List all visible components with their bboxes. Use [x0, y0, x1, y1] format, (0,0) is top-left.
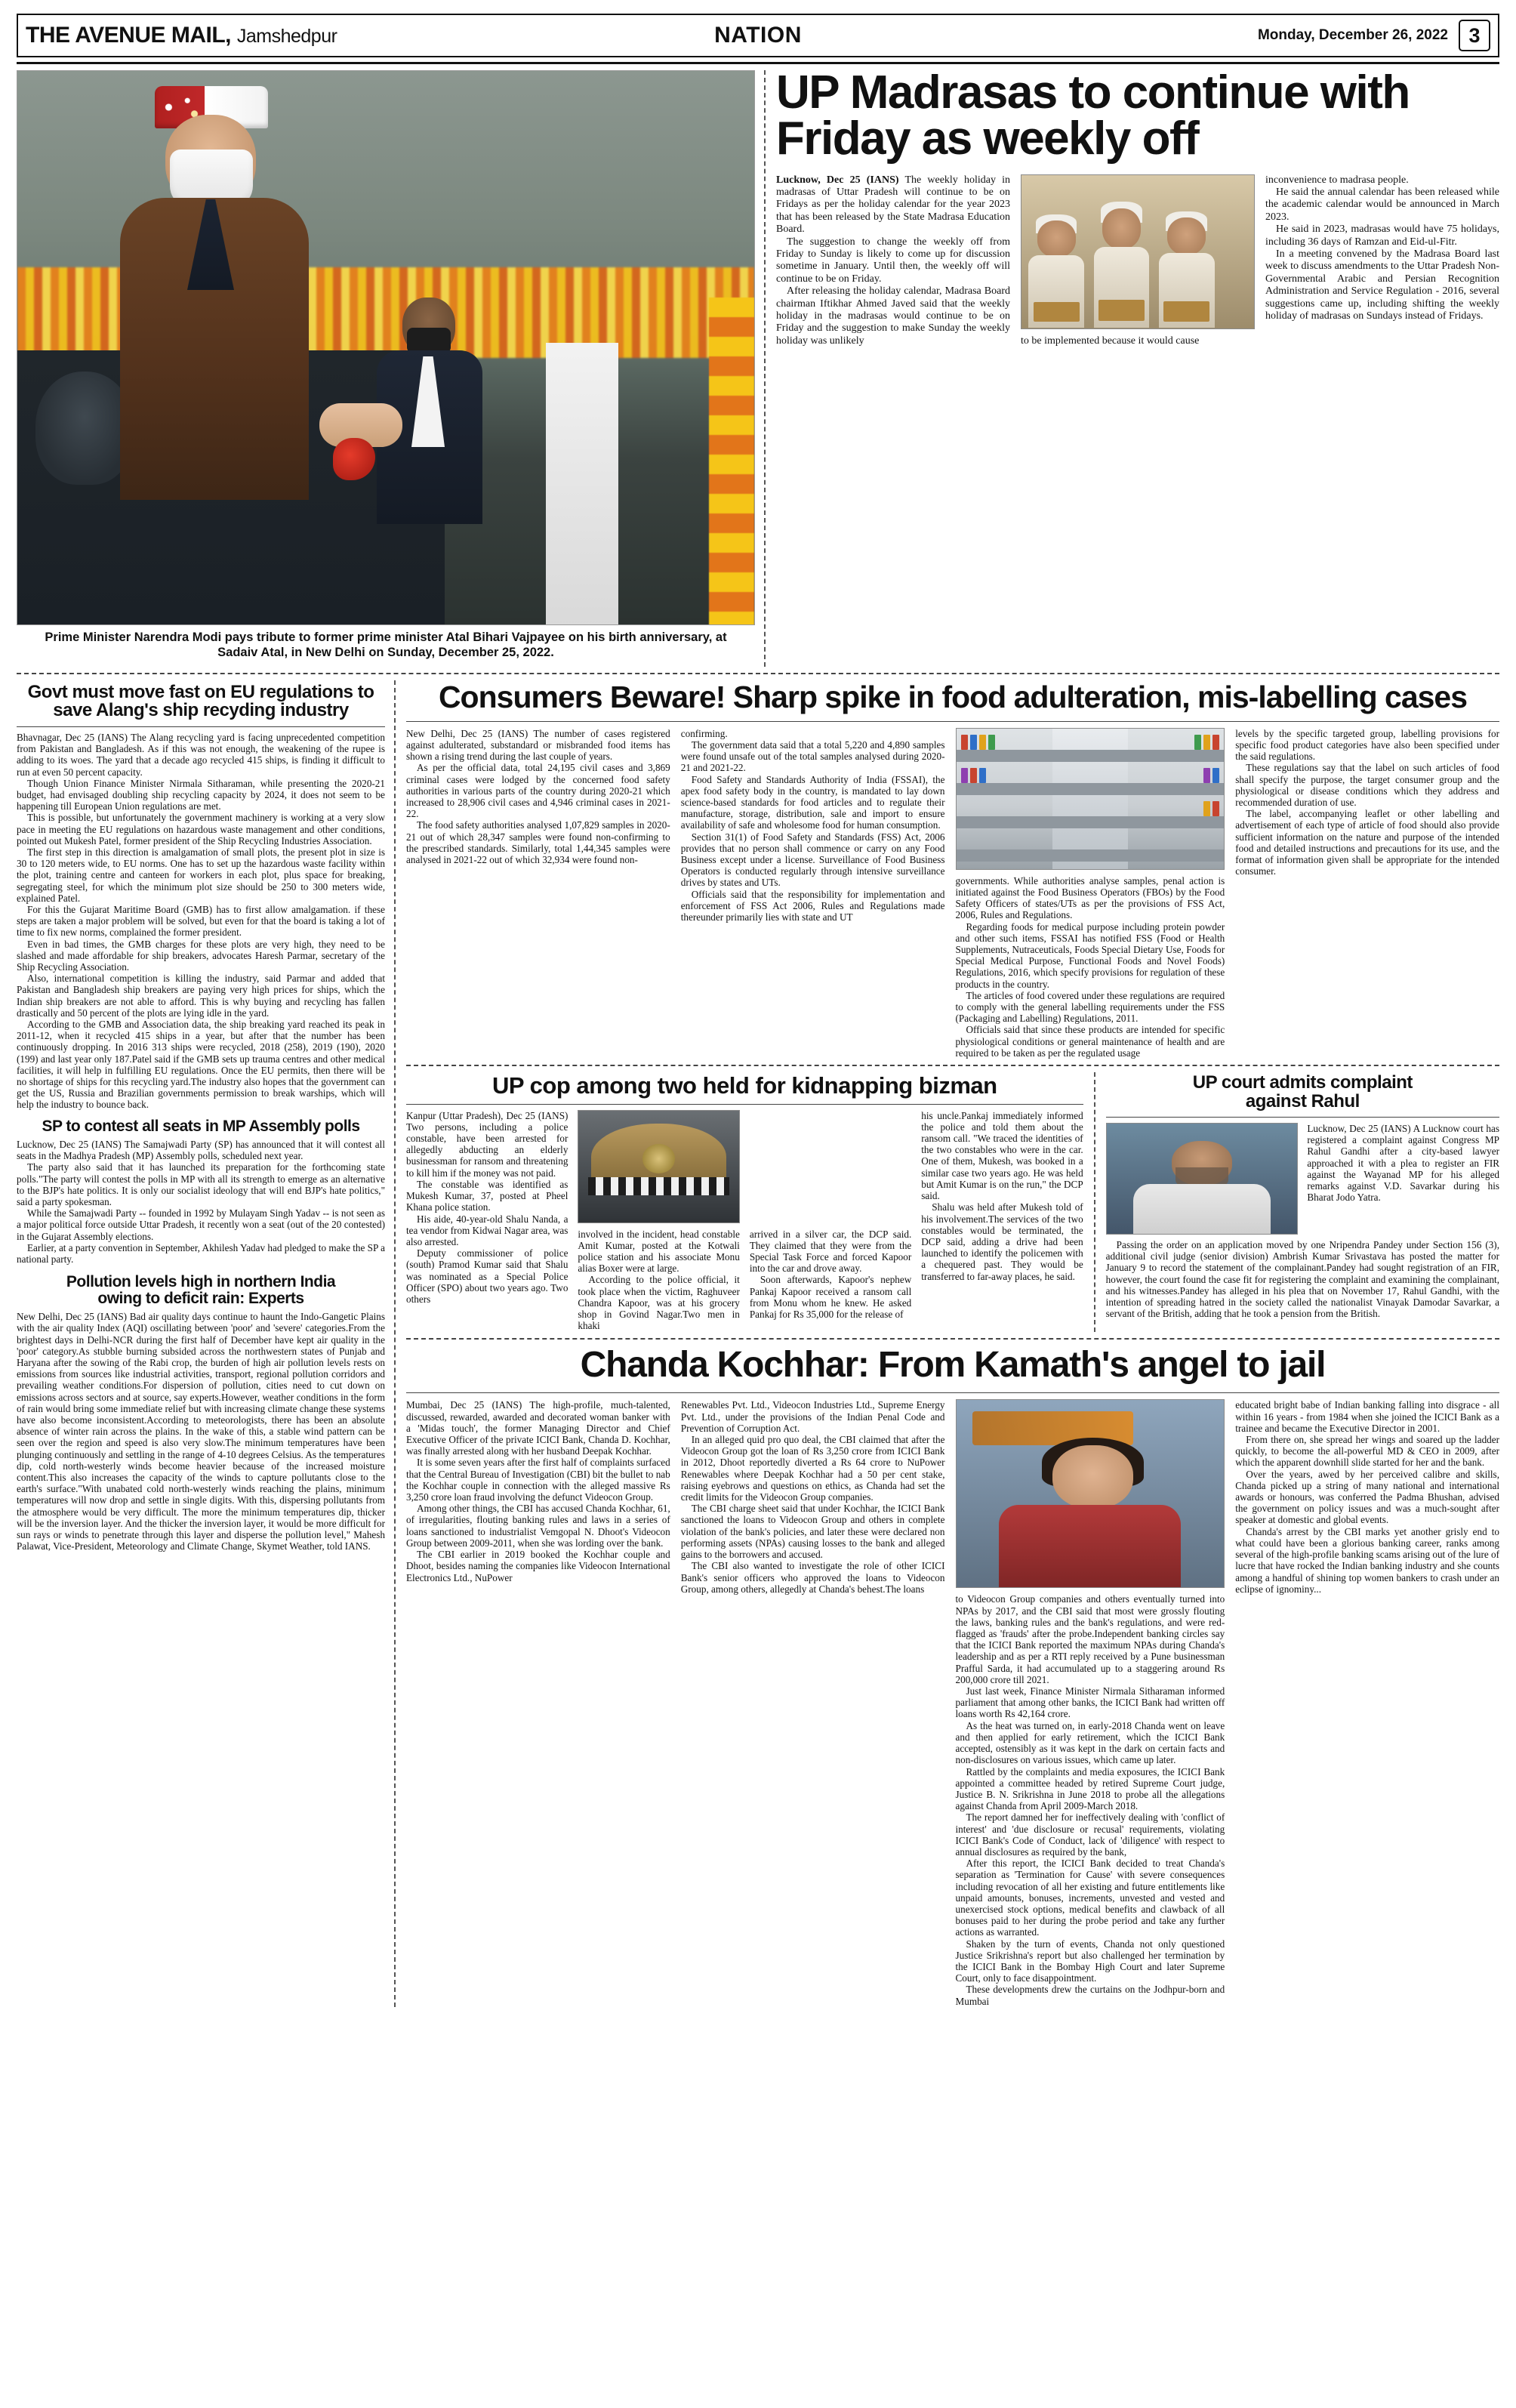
koch-c4-p3: Over the years, awed by her perceived calibre and skills, Chanda picked up a string of many national and international awards or honours, was conferred the Padma Bhushan, advised the government on policy issues and was a much-sought after speaker at domestic and global events.: [1235, 1468, 1499, 1526]
masthead-right: [1258, 20, 1490, 51]
alang-p8: According to the GMB and Association data, the ship breaking yard reached its peak in 2011-12, when it recycled 415 ships in a year, but after that the number has been continuously dropping. In 2016 313 ships were recycled, 2018 (258), 2019 (190), 2020 (199) and last year only 187.Patel said if the GMB sets up trauma centres and other medical facilities, it will help in fulfilling EU regulations. Once the EU permits, then there will be no shortage of ships for this recycling yard.The industry also hopes that the government can get the US, Russia and Brazilian governments permission to break warships, which will help the industry to bounce back.: [17, 1019, 385, 1111]
top-section: [17, 66, 1499, 667]
alang-headline: [17, 680, 385, 726]
masthead-rule: [17, 62, 1499, 64]
alang-body: [17, 732, 385, 1111]
consumers-c1-p3: The food safety authorities analysed 1,07,829 samples in 2020-21 out of which 28,347 samples were found non-confirming to the prescribed standards. Similarly, total 1,44,345 samples were analysed in 2021-22 out of which 32,934 were found non-: [406, 819, 670, 866]
kidnap-c1-p4: Deputy commissioner of police (south) Pramod Kumar said that Shalu was nominated as a Special Police Officer (SPO) about two years ago. Two others: [406, 1247, 568, 1305]
koch-c2-p2: In an alleged quid pro quo deal, the CBI claimed that after the Videocon Group got the loan of Rs 3,250 crore from ICICI Bank in 2012, Dhoot reportedly diverted a Rs 64 crore to NuPower Renewables where Deepak Kochhar had a 50 per cent stake, raising eyebrows and questions on ethics, as Chanda had set the credit limits for the Videocon Group companies.: [680, 1434, 945, 1503]
divider-after-top: [17, 673, 1499, 674]
alang-p6: Even in bad times, the GMB charges for these plots are very high, they need to be slashed and made affordable for ship breakers, advocates Haresh Parmar, secretary of the Ship Recycling Association.: [17, 938, 385, 973]
middle-section: [17, 680, 1499, 2007]
koch-c3-p8: These developments drew the curtains on the Jodhpur-born and Mumbai: [955, 1984, 1225, 2007]
koch-c3-p1: to Videocon Group companies and others eventually turned into NPAs by 2017, and the CBI said that most were grossly flouting the laws, banking rules and the bank's regulations, and were red-flagged as 'frauds' after the probe.Independent banking circles say that the ICICI Bank reported the maximum NPAs during Chanda's leadership and as per a RTI reply received by a Pune businessman Prafful Sarda, it had accumulated up to a staggering around Rs 200,000 crore till 2021.: [955, 1593, 1225, 1685]
koch-c3-p5: The report damned her for ineffectively dealing with 'conflict of interest' and 'due disclosure or recusal' requirements, violating ICICI Bank's Code of Conduct, lack of 'diligence' with respect to annual disclosures as required by the bank,: [955, 1811, 1225, 1858]
kidnap-c1-p1: Kanpur (Uttar Pradesh), Dec 25 (IANS) Two persons, including a police constable, have been arrested for allegedly abducting an elderly businessman for ransom and threatening to kill him if the money was not paid.: [406, 1109, 568, 1179]
mp-p2: The party also said that it has launched its preparation for the forthcoming state polls."The party will contest the polls in MP with all its strength to emerge as an alternative to the BJP's hate politics. It is only our socialist ideology that will end BJP's hate politics," said a party spokesman.: [17, 1161, 385, 1208]
left-column: [17, 680, 394, 2007]
kidnap-c1-p2: The constable was identified as Mukesh Kumar, 37, posted at Pheel Khana police station.: [406, 1178, 568, 1213]
consumers-headline: Consumers Beware! Sharp spike in food adulteration, mis-labelling cases: [438, 680, 1468, 714]
consumers-col-3: [956, 728, 1225, 1059]
kidnap-c2-p1: involved in the incident, head constable Amit Kumar, posted at the Kotwali police station and his associate Monu alias Boxer were at large.: [578, 1228, 740, 1275]
pollution-headline-line2: owing to deficit rain: Experts: [97, 1289, 304, 1307]
koch-c2-p3: The CBI charge sheet said that under Kochhar, the ICICI Bank sanctioned the loans to Videocon Group and others in complete violation of the bank's policies, and later these were declared non performing assets (NPAs) causing losses to the bank and alleged gains to the borrowers and accused.: [680, 1503, 945, 1561]
koch-c3-p2: Just last week, Finance Minister Nirmala Sitharaman informed parliament that among other banks, the ICICI Bank had written off loans worth Rs 42,164 crore.: [955, 1685, 1225, 1720]
lead-col3-p4: In a meeting convened by the Madrasa Board last week to discuss amendments to the Uttar Pradesh Non-Governmental Arabic and Persian Recognition Administration and Service Regulation - 2016, several suggestions came up, including shifting the weekly holiday of madrasas on Sundays instead of Fridays.: [1265, 248, 1499, 322]
rahul-p1: Lucknow, Dec 25 (IANS) A Lucknow court has registered a complaint against Congress MP Rahul Gandhi after a city-based lawyer approached it with a plea to register an FIR against the Wayanad MP for his alleged remarks against V.D. Savarkar during his Bharat Jodo Yatra.: [1307, 1123, 1500, 1204]
kochhar-col-3: [956, 1399, 1225, 2006]
consumers-c2-p3: Food Safety and Standards Authority of India (FSSAI), the apex food safety body in the country, is mandated to lay down science-based standards for food articles and to regulate their manufacture, storage, distribution, sale and import to ensure availability of safe and wholesome food for human consumption.: [680, 773, 945, 831]
consumers-col-2: [681, 728, 945, 1059]
kidnap-c2-p2: According to the police official, it took place when the victim, Raghuveer Chandra Kapoor, was at his grocery shop in Govind Nagar.Two men in khaki: [578, 1274, 740, 1332]
mp-body: [17, 1139, 385, 1265]
lead-photo-block: [17, 70, 755, 667]
kidnapping-col-4: [921, 1110, 1083, 1332]
mp-p1: Lucknow, Dec 25 (IANS) The Samajwadi Party (SP) has announced that it will contest all seats in the Madhya Pradesh (MP) Assembly polls, scheduled next year.: [17, 1139, 385, 1162]
alang-p7: Also, international competition is killing the industry, said Parmar and added that Pakistan and Bangladesh ship breakers are paying very high prices for ships, which the Indian ship breakers are not able to afford. This is why buying and recycling has fallen drastically and 50 percent of the plots are lying idle in the yard.: [17, 973, 385, 1019]
rahul-headline: [1106, 1072, 1499, 1117]
consumers-c2-p1: confirming.: [680, 727, 728, 739]
lead-photo-caption: Prime Minister Narendra Modi pays tribute to former prime minister Atal Bihari Vajpayee on his birth anniversary, at Sadaiv Atal, in New Delhi on Sunday, December 25, 2022.: [45, 631, 727, 659]
consumers-c2-p4: Section 31(1) of Food Safety and Standards (FSS) Act, 2006 provides that no person shall commence or carry on any Food Business except under a license. Surveillance of Food Business Operators is conducted regularly through intensive surveillance drives by states and UTs.: [680, 831, 945, 889]
kochhar-story: [406, 1346, 1499, 2007]
newspaper-title: THE AVENUE MAIL,: [26, 23, 232, 48]
koch-c3-p6: After this report, the ICICI Bank decided to treat Chanda's separation as 'Termination for Cause' with severe consequences including revocation of all her existing and future entitlements like unpaid amounts, bonuses, increments, unvested and vested and unexercised stock options, medical benefits and clawback of all bonuses paid to her during the probe period and take any further actions as warranted.: [955, 1858, 1225, 1938]
rahul-p2: Passing the order on an application moved by one Nripendra Pandey under Section 156 (3), additional civil judge (senior division) Ambrish Kumar Srivastava has posted the matter for January 9 to record the statement of the complainant.Pandey had sought registration of an FIR, however, the court found the case fit for registering the complaint and examining the complainant, and his witnesses.Pandey has alleged in his plea that on November 17, Rahul Gandhi, with the intention of spreading hatred in the society called the nationalist Vinayak Damodar Savarkar, a servant of the British, adding that he took a pension from the British.: [1105, 1239, 1499, 1320]
lead-col3-p3: He said in 2023, madrasas would have 75 holidays, including 36 days of Ramzan and Eid-ul-Fitr.: [1265, 224, 1499, 248]
rahul-headline-line2: against Rahul: [1245, 1090, 1360, 1112]
kidnapping-col-3: [750, 1110, 911, 1332]
koch-c1-p2: It is some seven years after the first half of complaints surfaced that the Central Bureau of Investigation (CBI) bit the bullet to nab the Kochhar couple in connection with the alleged massive Rs 3,250 crore loan fraud involving the defunct Videocon Group.: [406, 1457, 670, 1503]
koch-c1-p4: The CBI earlier in 2019 booked the Kochhar couple and Dhoot, besides naming the companies like Videocon International Electronics Ltd., NuPower: [406, 1549, 670, 1583]
koch-c2-p4: The CBI also wanted to investigate the role of other ICICI Bank's senior officers who approved the loans to Videocon Group, among others, allegedly at Chanda's behest.The loans: [680, 1560, 945, 1595]
lead-col2-p1: to be implemented because it would cause: [1021, 335, 1200, 347]
alang-p4: The first step in this direction is amalgamation of small plots, the present plot in size is 30 to 120 meters wide, to EU norms. One has to set up the hazardous waste facility within the plot, training centre and canteen for workers in each plot, plus space for breaking, segregating steel, for which the minimum plot size should be 250 to 300 meters wide, explained Patel.: [17, 846, 385, 904]
section-title: NATION: [714, 23, 802, 48]
pollution-p1: New Delhi, Dec 25 (IANS) Bad air quality days continue to haunt the Indo-Gangetic Plains with the air quality Index (AQI) oscillating between 'poor' and 'severe' categories.From the brightest days in Delhi-NCR during the first half of December have kept air quality in the 'poor' category.As stubble burning subsided across the northwestern states of Punjab and Haryana after the sowing of the Rabi crop, the burden of high air pollution levels rests on emissions from sources like industrial activities, transport, regional pollution corridors and prevailing weather conditions.For dispersion of pollution, cities need to cut down on emissions across sectors and at source, say experts.However, weather conditions in the form of rain would bring some immediate relief but with increasing climate change these systems have also become inconsistent.According to meteorologists, there has been an absolute absence of winter rain across the plains. In the wake of this, a stable wind pattern can be seen over the region and speed is also very slow.The minimum temperatures have been plunging continuously and settling in the range of 4-10 degrees Celsius. As the temperatures dip, cold north-westerly winds become heavier because of the increased moisture content.This also increases the capacity of the winds to capture pollutants close to the earth's surface."With unabated cold north-westerly winds reaching the plains, minimum temperatures will now drop and settle in single digits. With this, dispersing pollutants from the atmosphere would be very difficult. The more the minimum temperatures dip, thicker will be the inversion layer. And the thicker the inversion layer, it would be more difficult for sun rays or winds to penetrate through this layer and disperse the pollution level," Mahesh Palawat, Vice-President, Meteorology and Climate Change, Skymet Weather, told IANS.: [17, 1311, 385, 1552]
lead-col-1: Lucknow, Dec 25 (IANS) The weekly holiday in madrasas of Uttar Pradesh will continue to be on Fridays as per the holiday calendar for the year 2023 that has been released by the State Madrasa Education Board. The suggestion to change the weekly off from Friday to Sunday is likely to come up for discussion sometime in January. Until then, the weekly off will continue to be on Friday. After releasing the holiday calendar, Madrasa Board chairman Iftikhar Ahmed Javed said that the weekly holiday in the madrasas would continue to be on Friday and the suggestion to make Sunday the weekly holiday was unlikely: [776, 174, 1010, 347]
consumers-c1-p1: New Delhi, Dec 25 (IANS) The number of cases registered against adulterated, substandard or misbranded food items has shown a rising trend during the last couple of years.: [406, 727, 670, 763]
kidnap-c4-p2: Shalu was held after Mukesh told of his involvement.The services of the two constables would be terminated, the DCP said, adding a drive had been launched to identify the policemen with a chequered past. They would be transferred to far-away places, he said.: [921, 1201, 1083, 1282]
kochhar-photo: [956, 1399, 1225, 1588]
madrasa-photo: [1021, 174, 1255, 329]
rahul-text-col: [1307, 1123, 1499, 1235]
supermarket-photo: [956, 728, 1225, 870]
consumers-c3-p3: The articles of food covered under these regulations are required to comply with the general labelling requirements under the FSS (Packaging and Labelling) Regulations, 2011.: [955, 989, 1225, 1025]
publication-date: Monday, December 26, 2022: [1257, 27, 1448, 43]
lead-story: [764, 66, 1499, 667]
mp-p4: Earlier, at a party convention in September, Akhilesh Yadav had pledged to make the SP a national party.: [17, 1241, 385, 1266]
kidnap-c1-p3: His aide, 40-year-old Shalu Nanda, a tea vendor from Kidwai Nagar area, was also arrested.: [406, 1213, 568, 1247]
koch-c2-p1: Renewables Pvt. Ltd., Videocon Industries Ltd., Supreme Energy Pvt. Ltd., under the provisions of the Indian Penal Code and Prevention of Corruption Act.: [680, 1399, 945, 1434]
kidnap-c3-p1: arrived in a silver car, the DCP said. They claimed that they were from the Special Task Force and forced Kapoor into the car and drove away.: [749, 1228, 912, 1275]
consumers-col-1: [406, 728, 670, 1059]
consumers-story: [406, 680, 1499, 1059]
lead-col-2: [1021, 174, 1255, 348]
lead-photo: [17, 70, 755, 625]
consumers-c3-p2: Regarding foods for medical purpose including protein powder and other such items, FSSAI has notified FSS (Food or Health Supplements, Nutraceuticals, Foods Special Dietary Use, Foods for Special Medical Purpose, Functional Foods and Novel Foods) Regulations, 2016, which specify provisions for regulation of these products in the country.: [955, 920, 1225, 990]
kidnap-c3-p2: Soon afterwards, Kapoor's nephew Pankaj Kapoor received a ransom call from Monu whom he knew. He asked Pankaj for Rs 35,000 for the release of: [749, 1274, 912, 1321]
consumers-c1-p2: As per the official data, total 24,195 civil cases and 3,869 criminal cases were lodged by the concerned food safety authorities in various parts of the country during 2020-21 which increased to 28,906 civil cases and 4,946 criminal cases in 2021-22.: [406, 762, 670, 820]
kidnapping-col-1: [406, 1110, 568, 1332]
police-cap-photo: [578, 1110, 739, 1223]
consumers-c4-p1: levels by the specific targeted group, labelling provisions for specific food product categories have also been specified under the said regulations.: [1235, 727, 1499, 763]
koch-c4-p1: educated bright babe of Indian banking falling into disgrace - all within 16 years - from 1984 when she joined the ICICI Bank as a trainee and became the Executive Director in 2001.: [1235, 1399, 1499, 1434]
alang-headline-line2: save Alang's ship recyding industry: [53, 700, 349, 721]
rahul-photo-col: [1106, 1123, 1299, 1235]
rahul-story: [1094, 1072, 1499, 1331]
pollution-headline: [17, 1265, 385, 1311]
masthead: [17, 14, 1499, 57]
alang-p1: Bhavnagar, Dec 25 (IANS) The Alang recycling yard is facing unprecedented competition from Pakistan and Bangladesh. As if this was not enough, the weakening of the rupee is adding to its woes. The yard that a decade ago recycled 415 ships, is finding it difficult to run at even 50 percent capacity.: [17, 731, 385, 778]
consumers-c2-p2: The government data said that a total 5,220 and 4,890 samples were found unsafe out of the total samples analysed during 2020-21 and 2021-22.: [680, 739, 945, 774]
rahul-headline-line1: UP court admits complaint: [1192, 1072, 1413, 1093]
koch-c4-p4: Chanda's arrest by the CBI marks yet another grisly end to what could have been a glorious banking career, ranks among several of the high-profile banking scams arising out of the lure of lucre that have rocked the Indian banking industry and she counts among a handful of shining top women bankers to crash under an eclipse of ignominy...: [1235, 1525, 1499, 1595]
masthead-city: Jamshedpur: [236, 26, 337, 47]
divider-after-kidnapping: [406, 1338, 1499, 1340]
kidnap-c4-p1: his uncle.Pankaj immediately informed the police and told them about the ransom call. "We traced the identities of the two constables who were in the car. One of them, Mukesh, was booked in a similar case two years ago. He was held but Amit Kumar is on the run," the DCP said.: [921, 1109, 1083, 1202]
lead-headline: UP Madrasas to continue with Friday as weekly off: [776, 66, 1410, 165]
alang-p2: Though Union Finance Minister Nirmala Sitharaman, while presenting the 2020-21 budget, had envisaged doubling ship recycling capacity by 2024, it does not seem to be happening till European Union regulations are met.: [17, 777, 385, 812]
consumers-c4-p2: These regulations say that the label on such articles of food shall specify the purpose, the target consumer group and the physiological or disease conditions which they address and recommended duration of use.: [1235, 762, 1499, 809]
rahul-photo: [1106, 1123, 1299, 1235]
consumers-c3-p4: Officials said that since these products are intended for specific physiological conditions or general maintenance of health and are required to be taken as per the regulated usage: [955, 1024, 1225, 1059]
divider-after-consumers: [406, 1065, 1499, 1066]
koch-c1-p3: Among other things, the CBI has accused Chanda Kochhar, 61, of irregularities, flouting banking rules and laws in a series of loans sanctioned to industrialist Vemgopal N. Dhoot's Videocon Group between 2009-2011, when she was lording over the bank.: [406, 1503, 670, 1549]
lead-col3-p1: inconvenience to madrasa people.: [1265, 174, 1409, 186]
kochhar-headline: Chanda Kochhar: From Kamath's angel to jail: [580, 1344, 1326, 1385]
alang-headline-line1: Govt must move fast on EU regulations to: [27, 682, 374, 702]
kochhar-col-2: [681, 1399, 945, 2006]
alang-p3: This is possible, but unfortunately the government machinery is working at a very slow pace in meeting the EU regulations on hazardous waste management and other conditions, pointed out Mukesh Patel, former president of the Ship Recycling Industries Association.: [17, 812, 385, 846]
mp-p3: While the Samajwadi Party -- founded in 1992 by Mulayam Singh Yadav -- is not seen as a major political force outside Uttar Pradesh, it recently won a seat (out of the 20 contested) in the Gujarat Assembly elections.: [17, 1207, 385, 1242]
kochhar-col-4: [1235, 1399, 1499, 2006]
pollution-body: [17, 1311, 385, 1552]
consumers-col-4: [1235, 728, 1499, 1059]
koch-c3-p3: As the heat was turned on, in early-2018 Chanda went on leave and then applied for early retirement, which the ICICI Bank accepted, ostensibly as it was kept in the dark on certain facts and non-disclosures on various issues, which came up later.: [955, 1719, 1225, 1766]
alang-p5: For this the Gujarat Maritime Board (GMB) has to first allow amalgamation. if these steps are taken a major problem will be solved, but even for that the board is taking a lot of time to fix new norms, complained the former president.: [17, 903, 385, 939]
kidnapping-headline: UP cop among two held for kidnapping bizman: [492, 1072, 997, 1099]
mp-headline: SP to contest all seats in MP Assembly polls: [42, 1117, 360, 1135]
kidnapping-story: [406, 1072, 1094, 1331]
consumers-c3-p1: governments. While authorities analyse samples, penal action is initiated against the Food Business Operators (FBOs) by the Food Safety Officers of states/UTs as per the provisions of FSS Act, 2006, Rules and Regulations.: [955, 874, 1225, 921]
consumers-c2-p5: Officials said that the responsibility for implementation and enforcement of FSS Act 2006, Rules and Regulations made thereunder primarily lies with state and UT: [680, 888, 945, 923]
kochhar-col-1: [406, 1399, 670, 2006]
pollution-headline-line1: Pollution levels high in northern India: [66, 1273, 336, 1291]
koch-c1-p1: Mumbai, Dec 25 (IANS) The high-profile, much-talented, discussed, rewarded, awarded and decorated woman banker with a 'Midas touch', the former Managing Director and Chief Executive Officer of the private ICICI Bank, Chanda D. Kochhar, was finally arrested along with her husband Deepak Kochhar.: [406, 1399, 670, 1457]
koch-c4-p2: From there on, she spread her wings and soared up the ladder quickly, to become the all-powerful MD & CEO in 2009, after which the apparent downhill slide started for her and the bank.: [1235, 1434, 1499, 1469]
kidnapping-col-2: [578, 1110, 739, 1332]
koch-c3-p7: Shaken by the turn of events, Chanda not only questioned Justice Srikrishna's report but also challenged her termination by the ICICI Bank in the Bombay High Court and later Supreme Court, only to face disappointment.: [955, 1938, 1225, 1984]
consumers-c4-p3: The label, accompanying leaflet or other labelling and advertisement of each type of article of food should also provide sufficient information on the nature and purpose of the intended food and detailed instructions and precautions for its use, and the format of information given shall be appropriate for the intended consumer.: [1235, 808, 1499, 877]
lead-col3-p2: He said the annual calendar has been released while the academic calendar would be announced in March 2023.: [1265, 186, 1499, 223]
page-number: 3: [1459, 20, 1490, 51]
lead-col-3: [1265, 174, 1499, 348]
right-area: [394, 680, 1499, 2007]
koch-c3-p4: Rattled by the complaints and media exposures, the ICICI Bank appointed a committee headed by retired Supreme Court judge, Justice B. N. Srikrishna in June 2018 to probe all the allegations against Chanda from April 2009-March 2018.: [955, 1765, 1225, 1812]
